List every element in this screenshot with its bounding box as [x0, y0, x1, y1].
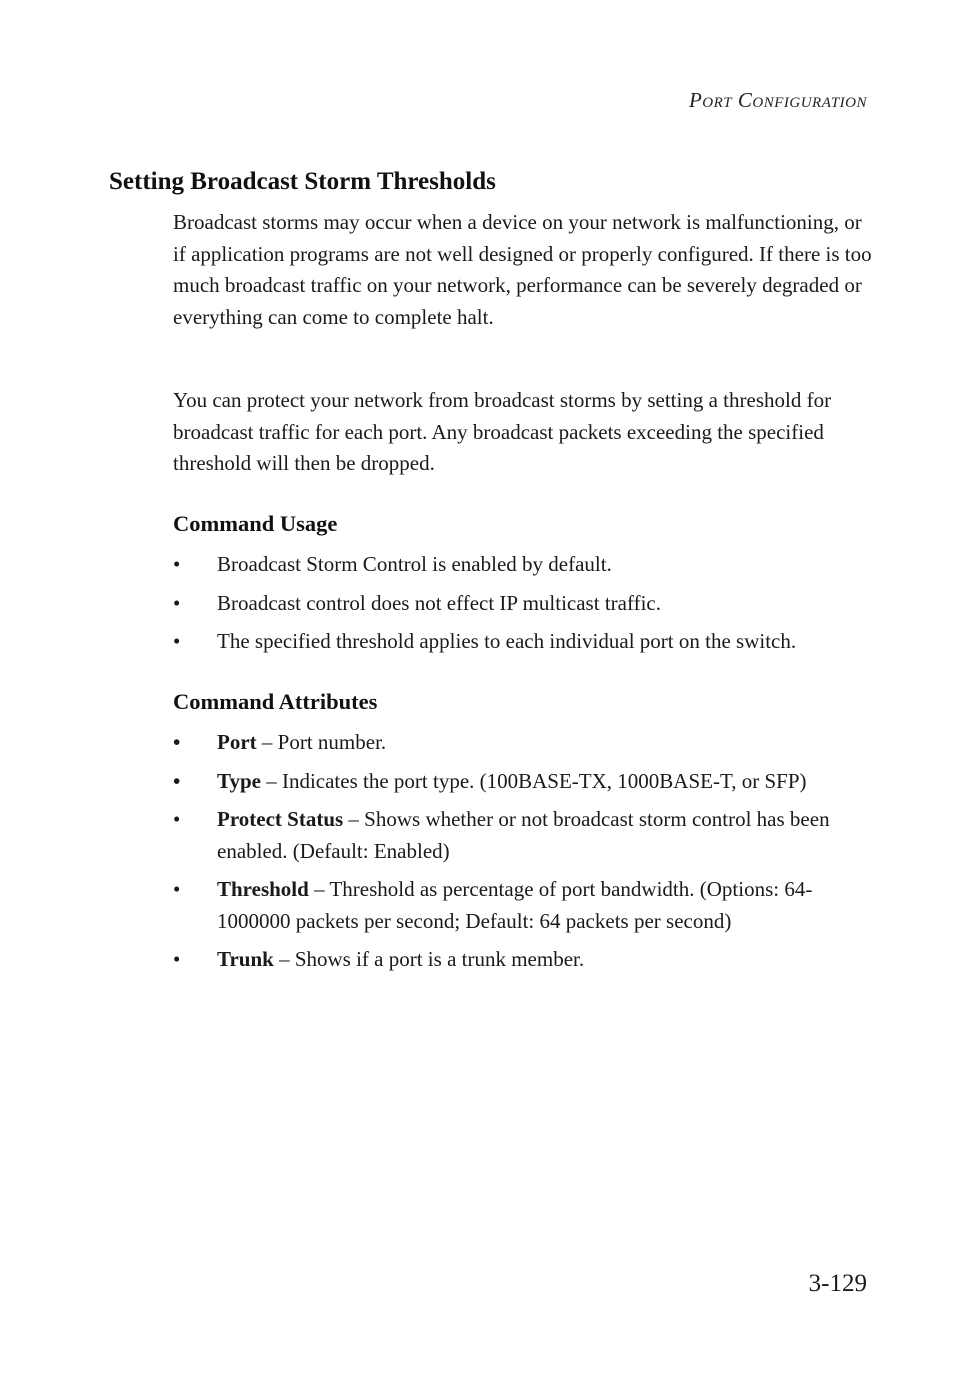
- list-item: [173, 874, 873, 937]
- command-attributes-heading: Command Attributes: [173, 689, 378, 714]
- list-item: [173, 804, 873, 867]
- attribute-description: – Shows whether or not broadcast storm control has been enabled. (Default: Enabled): [217, 807, 830, 863]
- bullet-icon: •: [173, 768, 181, 793]
- bullet-icon: •: [173, 590, 181, 615]
- attribute-term: Threshold: [217, 877, 309, 901]
- protection-paragraph: You can protect your network from broadcast storms by setting a threshold for broadcast traffic for each port. Any broadcast packets exceeding the specified threshold will then be dropped.: [173, 388, 832, 475]
- bullet-icon: •: [173, 877, 181, 901]
- list-item: [173, 727, 873, 759]
- list-item: [173, 626, 873, 658]
- page-number: 3-129: [808, 1270, 867, 1297]
- command-attributes-list: [173, 727, 873, 983]
- list-item: [173, 766, 873, 798]
- bullet-icon: •: [173, 552, 181, 576]
- bullet-icon: •: [173, 807, 181, 831]
- list-item-text: The specified threshold applies to each individual port on the switch.: [217, 629, 797, 653]
- bullet-icon: •: [173, 947, 181, 971]
- running-header: Port Configuration: [688, 88, 867, 112]
- attribute-term: Protect Status: [217, 807, 344, 831]
- list-item-text: Broadcast control does not effect IP multicast traffic.: [217, 590, 661, 615]
- attribute-description: – Shows if a port is a trunk member.: [273, 947, 585, 971]
- list-item-text: Broadcast Storm Control is enabled by default.: [217, 552, 612, 576]
- attribute-term: Port: [217, 730, 257, 754]
- attribute-term: Type: [217, 768, 261, 793]
- intro-paragraph: Broadcast storms may occur when a device on your network is malfunctioning, or if application programs are not well designed or properly configured. If there is too much broadcast traffic on your network, performance can be severely degraded or everything can come to complete halt.: [173, 210, 872, 329]
- bullet-icon: •: [173, 629, 181, 653]
- attribute-term: Trunk: [217, 947, 274, 971]
- command-usage-heading: Command Usage: [173, 511, 338, 536]
- list-item: [173, 549, 873, 581]
- section-title: Setting Broadcast Storm Thresholds: [109, 168, 496, 195]
- bullet-icon: •: [173, 730, 181, 754]
- attribute-description: – Port number.: [256, 730, 387, 754]
- attribute-description: – Threshold as percentage of port bandwidth. (Options: 64-1000000 packets per second; Default: 64 packets per second): [217, 877, 813, 933]
- attribute-description: – Indicates the port type. (100BASE-TX, 1000BASE-T, or SFP): [260, 768, 807, 793]
- list-item: [173, 944, 873, 976]
- list-item: [173, 588, 873, 620]
- command-usage-list: [173, 549, 873, 665]
